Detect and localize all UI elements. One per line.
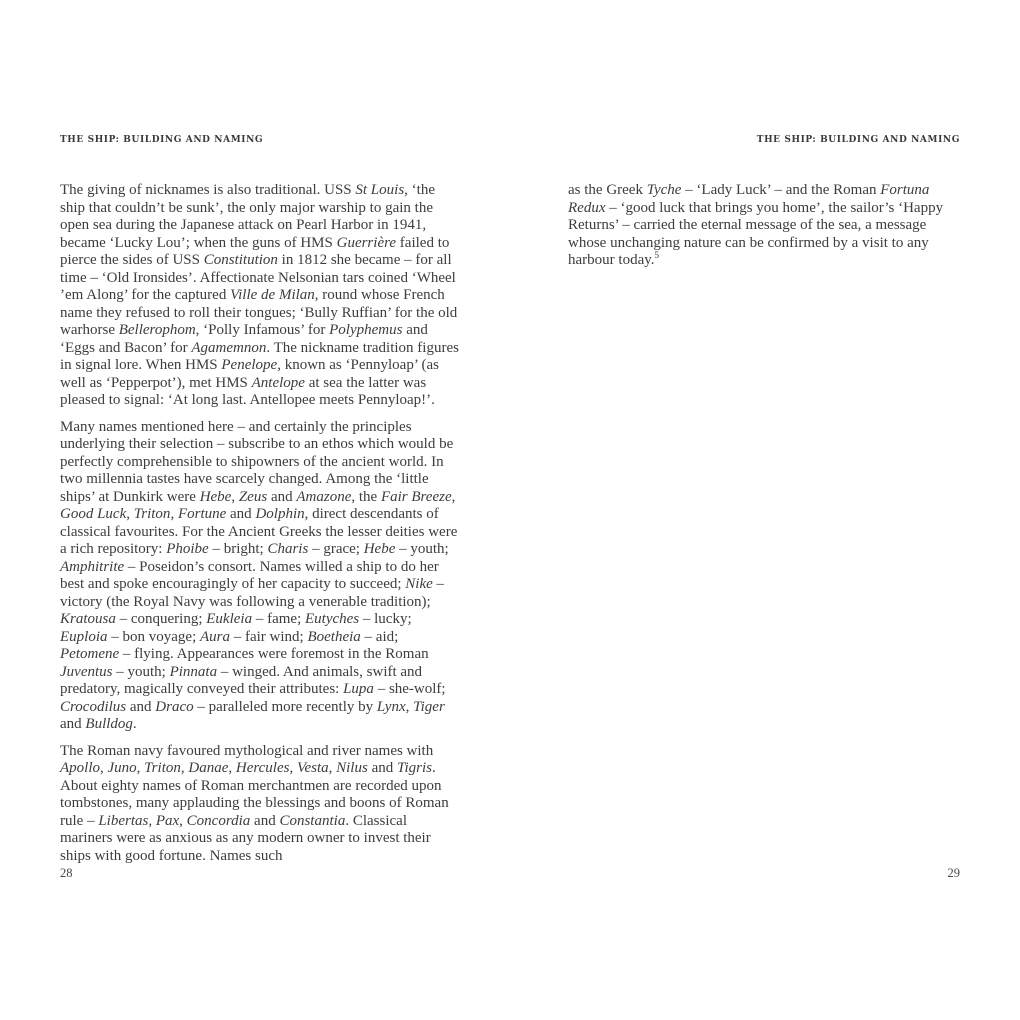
paragraph: The Roman navy favoured mythological and river names with Apollo, Juno, Triton, Danae, Hercules, Vesta, Nilus and Tigris. About eighty names of Roman merchantmen are recorded upon tombstones, many applauding the blessings and boons of Roman rule – Libertas, Pax, Concordia and Constantia. Classical mariners were as anxious as any modern owner to invest their ships with good fortune. Names such	[60, 742, 449, 864]
left-page-body	[60, 182, 461, 874]
page-number-left: 28	[60, 866, 73, 880]
paragraph: The giving of nicknames is also traditional. USS St Louis, ‘the ship that couldn’t be sunk’, the only major warship to gain the open sea during the Japanese attack on Pearl Harbor in 1941, became ‘Lucky Lou’; when the guns of HMS Guerrière failed to pierce the sides of USS Constitution in 1812 she became – for all time – ‘Old Ironsides’. Affectionate Nelsonian tars coined ‘Wheel ’em Along’ for the captured Ville de Milan, round whose French name they refused to roll their tongues; ‘Bully Ruffian’ for the old warhorse Bellerophom, ‘Polly Infamous’ for Polyphemus and ‘Eggs and Bacon’ for Agamemnon. The nickname tradition figures in signal lore. When HMS Penelope, known as ‘Pennyloap’ (as well as ‘Pepperpot’), met HMS Antelope at sea the latter was pleased to signal: ‘At long last. Antellopee meets Pennyloap!’.	[60, 182, 459, 408]
running-header-right: THE SHIP: BUILDING AND NAMING	[756, 135, 960, 145]
right-page-body	[568, 182, 962, 279]
running-header-left: THE SHIP: BUILDING AND NAMING	[60, 135, 264, 145]
page-number-right: 29	[947, 866, 960, 880]
paragraph: as the Greek Tyche – ‘Lady Luck’ – and the Roman Fortuna Redux – ‘good luck that brings you home’, the sailor’s ‘Happy Returns’ – carried the eternal message of the sea, a message whose unchanging nature can be confirmed by a visit to any harbour today.$^5$	[568, 182, 944, 268]
paragraph: Many names mentioned here – and certainly the principles underlying their selection – subscribe to an ethos which would be perfectly comprehensible to shipowners of the ancient world. In two millennia tastes have scarcely changed. Among the ‘little ships’ at Dunkirk were Hebe, Zeus and Amazone, the Fair Breeze, Good Luck, Triton, Fortune and Dolphin, direct descendants of classical favourites. For the Ancient Greeks the lesser deities were a rich repository: Phoibe – bright; Charis – grace; Hebe – youth; Amphitrite – Poseidon’s consort. Names willed a ship to do her best and spoke encouragingly of her capacity to succeed; Nike – victory (the Royal Navy was following a venerable tradition); Kratousa – conquering; Eukleia – fame; Eutyches – lucky; Euploia – bon voyage; Aura – fair wind; Boetheia – aid; Petomene – flying. Appearances were foremost in the Roman Juventus – youth; Pinnata – winged. And animals, swift and predatory, magically conveyed their attributes: Lupa – she-wolf; Crocodilus and Draco – paralleled more recently by Lynx, Tiger and Bulldog.	[60, 418, 458, 732]
